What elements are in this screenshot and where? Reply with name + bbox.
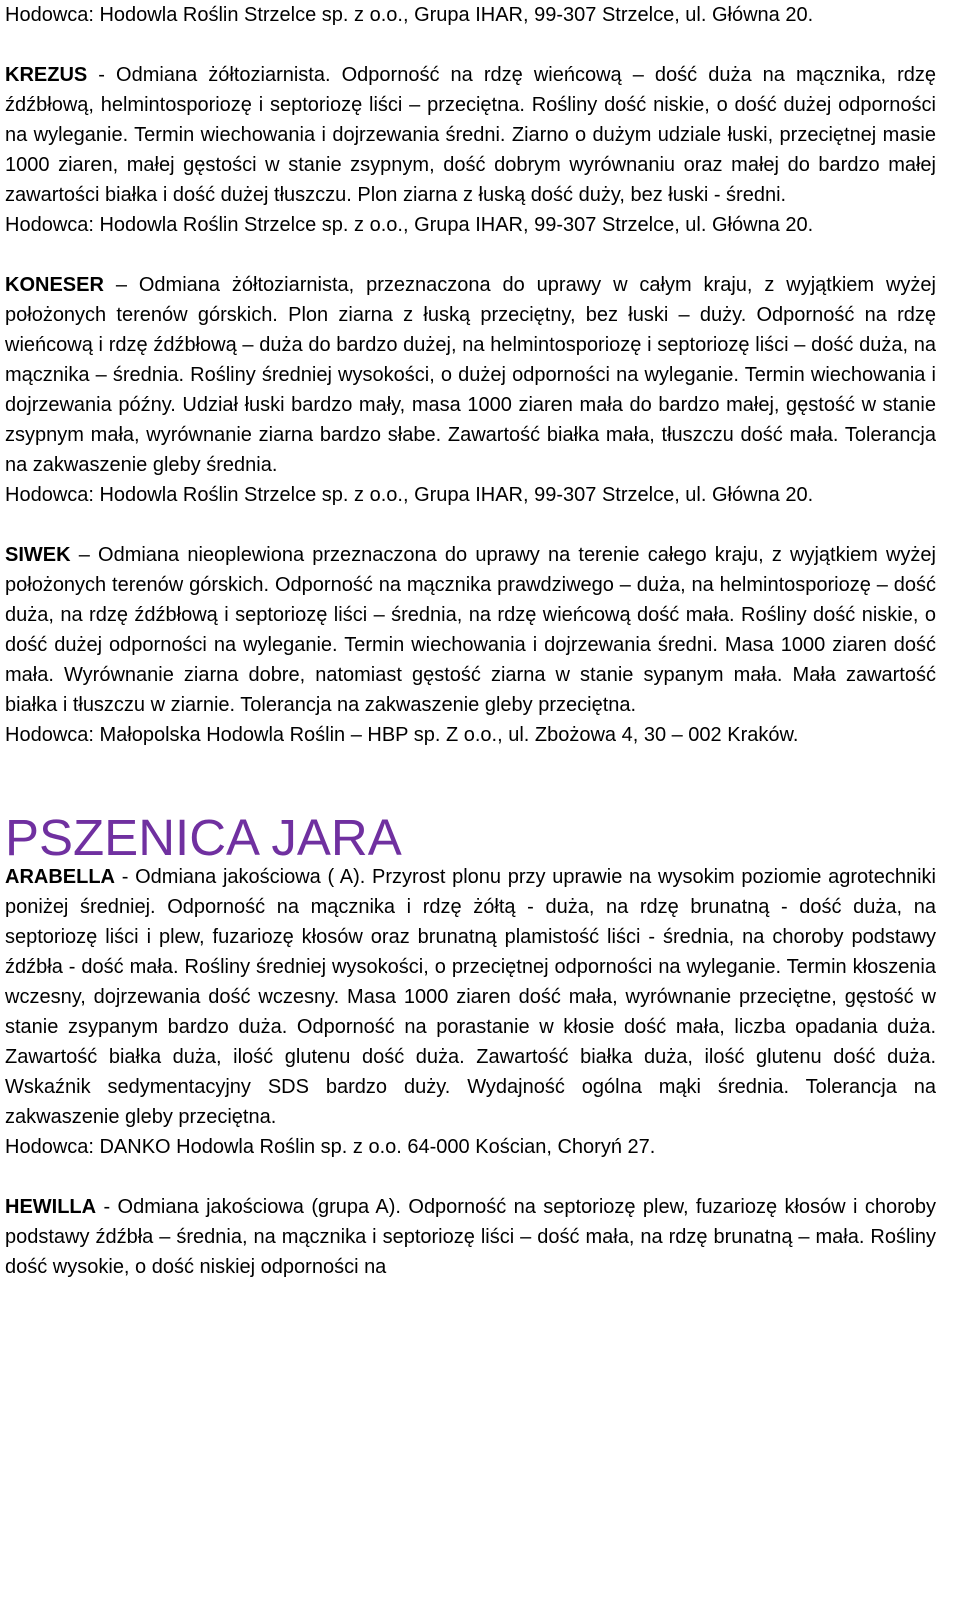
variety-entry-arabella xyxy=(5,862,936,1132)
spacer xyxy=(5,240,936,270)
variety-description: - Odmiana żółtoziarnista. Odporność na rdzę wieńcową – dość duża na mącznika, rdzę źdźbłową, helmintosporiozę i septoriozę liści – przeciętna. Rośliny dość niskie, o dość dużej odporności na wyleganie. Termin wiechowania i dojrzewania średni. Ziarno o dużym udziale łuski, przeciętnej masie 1000 ziaren, małej gęstości w stanie zsypnym, dość dobrym wyrównaniu oraz małej do bardzo małej zawartości białka i dość dużej tłuszczu. Plon ziarna z łuską dość duży, bez łuski - średni. xyxy=(5,64,936,206)
document-page xyxy=(5,0,936,1282)
spacer xyxy=(5,30,936,60)
spacer xyxy=(5,1162,936,1192)
variety-entry-hewilla xyxy=(5,1192,936,1282)
variety-description: – Odmiana żółtoziarnista, przeznaczona do uprawy w całym kraju, z wyjątkiem wyżej położonych terenów górskich. Plon ziarna z łuską przeciętny, bez łuski – duży. Odporność na rdzę wieńcową i rdzę źdźbłową – duża do bardzo dużej, na helmintosporiozę i septoriozę liści – dość duża, na mącznika – średnia. Rośliny średniej wysokości, o dużej odporności na wyleganie. Termin wiechowania i dojrzewania późny. Udział łuski bardzo mały, masa 1000 ziaren mała do bardzo małej, gęstość w stanie zsypnym mała, wyrównanie ziarna bardzo słabe. Zawartość białka mała, tłuszczu dość mała. Tolerancja na zakwaszenie gleby średnia. xyxy=(5,274,936,476)
breeder-line: Hodowca: Hodowla Roślin Strzelce sp. z o.o., Grupa IHAR, 99-307 Strzelce, ul. Główna 20. xyxy=(5,484,814,506)
top-breeder-line: Hodowca: Hodowla Roślin Strzelce sp. z o.o., Grupa IHAR, 99-307 Strzelce, ul. Główna 20. xyxy=(5,4,814,26)
variety-name: KONESER xyxy=(5,274,104,296)
variety-description: - Odmiana jakościowa (grupa A). Odporność na septoriozę plew, fuzariozę kłosów i choroby podstawy źdźbła – średnia, na mącznika i septoriozę liści – dość mała, na rdzę brunatną – mała. Rośliny dość wysokie, o dość niskiej odporności na xyxy=(5,1196,936,1278)
variety-entry-siwek xyxy=(5,540,936,720)
variety-name: SIWEK xyxy=(5,544,71,566)
breeder-line: Hodowca: DANKO Hodowla Roślin sp. z o.o. 64-000 Kościan, Choryń 27. xyxy=(5,1136,656,1158)
variety-entry-krezus xyxy=(5,60,936,210)
spacer xyxy=(5,510,936,540)
variety-name: KREZUS xyxy=(5,64,88,86)
variety-description: - Odmiana jakościowa ( A). Przyrost plonu przy uprawie na wysokim poziomie agrotechniki poniżej średniej. Odporność na mącznika i rdzę żółtą - duża, na rdzę brunatną - dość duża, na septoriozę liści i plew, fuzariozę kłosów oraz brunatną plamistość liści - średnia, na choroby podstawy źdźbła - dość mała. Rośliny średniej wysokości, o przeciętnej odporności na wyleganie. Termin kłoszenia wczesny, dojrzewania dość wczesny. Masa 1000 ziaren dość mała, wyrównanie przeciętne, gęstość w stanie zsypanym bardzo duża. Odporność na porastanie w kłosie dość mała, liczba opadania duża. Zawartość białka duża, ilość glutenu dość duża. Zawartość białka duża, ilość glutenu dość duża. Wskaźnik sedymentacyjny SDS bardzo duży. Wydajność ogólna mąki średnia. Tolerancja na zakwaszenie gleby przeciętna. xyxy=(5,866,936,1128)
section-heading: PSZENICA JARA xyxy=(5,809,402,866)
spacer xyxy=(5,750,936,806)
breeder-line: Hodowca: Małopolska Hodowla Roślin – HBP sp. Z o.o., ul. Zbożowa 4, 30 – 002 Kraków. xyxy=(5,724,799,746)
breeder-line: Hodowca: Hodowla Roślin Strzelce sp. z o.o., Grupa IHAR, 99-307 Strzelce, ul. Główna 20. xyxy=(5,214,814,236)
variety-description: – Odmiana nieoplewiona przeznaczona do uprawy na terenie całego kraju, z wyjątkiem wyżej położonych terenów górskich. Odporność na mącznika prawdziwego – duża, na helmintosporiozę – dość duża, na rdzę źdźbłową i septoriozę liści – średnia, na rdzę wieńcową dość mała. Rośliny dość niskie, o dość dużej odporności na wyleganie. Termin wiechowania i dojrzewania średni. Masa 1000 ziaren dość mała. Wyrównanie ziarna dobre, natomiast gęstość ziarna w stanie sypanym mała. Mała zawartość białka i tłuszczu w ziarnie. Tolerancja na zakwaszenie gleby przeciętna. xyxy=(5,544,936,716)
variety-entry-koneser xyxy=(5,270,936,480)
variety-name: ARABELLA xyxy=(5,866,115,888)
variety-name: HEWILLA xyxy=(5,1196,97,1218)
